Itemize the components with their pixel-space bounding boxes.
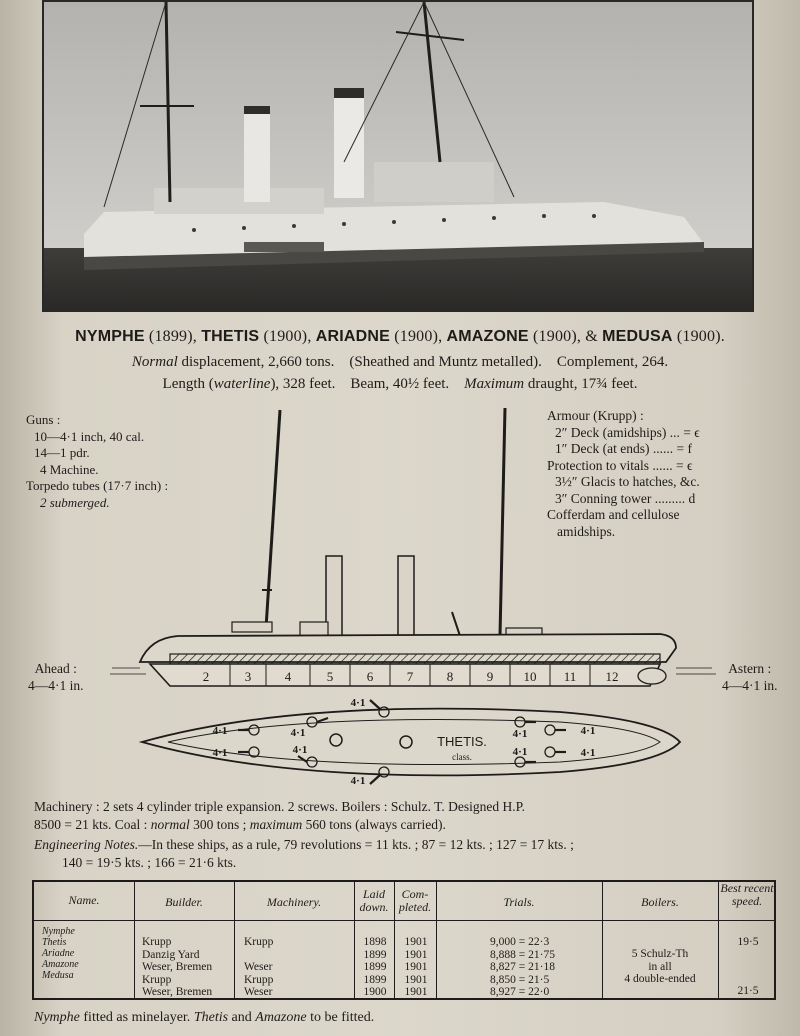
row-name-2: Thetis xyxy=(42,937,67,948)
section-12: 12 xyxy=(605,669,619,684)
title-year-4: (1900), & xyxy=(533,328,598,345)
armour-item-2: 1″ Deck (at ends) ...... = f xyxy=(555,441,692,456)
machinery-para xyxy=(34,798,790,834)
title-name-3: ARIADNE xyxy=(315,328,391,345)
ship-diagram xyxy=(0,400,800,790)
row-laid-4: 1899 xyxy=(363,973,387,986)
row-trials-3: 8,827 = 21·18 xyxy=(490,961,555,973)
plan-gun-label-8: 4·1 xyxy=(512,746,528,758)
aft-funnel xyxy=(398,556,414,638)
footer-nymphe: Nymphe xyxy=(34,1010,80,1025)
row-laid-5: 1900 xyxy=(363,986,387,998)
name-column xyxy=(42,926,132,981)
row-laid-3: 1899 xyxy=(363,961,387,973)
completed-column xyxy=(398,936,434,999)
armour-item-4: 3½″ Glacis to hatches, &c. xyxy=(555,474,700,489)
title-year-5: (1900). xyxy=(676,328,725,345)
row-completed-5: 1901 xyxy=(404,986,428,998)
plan-gun-label-6: 4·1 xyxy=(350,775,366,787)
trials-column xyxy=(490,936,600,999)
footer-and: and xyxy=(228,1010,256,1025)
row-completed-4: 1901 xyxy=(404,973,428,986)
row-name-3: Ariadne xyxy=(42,948,75,959)
ahead-value: 4—4·1 in. xyxy=(28,678,84,693)
row-completed-1: 1901 xyxy=(404,936,428,948)
row-trials-2: 8,888 = 21·75 xyxy=(490,948,555,961)
engineering-line-2: 140 = 19·5 kts. ; 166 = 21·6 kts. xyxy=(62,855,237,870)
row-machinery-3: Weser xyxy=(244,961,273,973)
main-mast xyxy=(500,408,505,636)
ahead-block xyxy=(28,660,84,694)
section-9: 9 xyxy=(486,669,494,684)
col-header-boilers: Boilers. xyxy=(641,895,679,909)
footer-note xyxy=(34,1010,374,1026)
ship-photo-image xyxy=(44,2,752,310)
armour-heading: Armour (Krupp) : xyxy=(547,408,644,423)
plan-gun-label-7: 4·1 xyxy=(512,728,528,740)
engineering-text: —In these ships, as a rule, 79 revolutions = 11 kts. ; 87 = 12 kts. ; 127 = 17 kts. ; xyxy=(138,837,574,852)
gun-item-1: 10—4·1 inch, 40 cal. xyxy=(34,428,145,444)
displacement-text: displacement, 2,660 tons. xyxy=(177,354,335,370)
plan-gun-label-1: 4·1 xyxy=(212,725,228,737)
coal-normal-value: 300 tons ; xyxy=(189,817,250,832)
length-post: ), 328 feet. xyxy=(270,376,336,392)
fore-mast xyxy=(266,410,280,628)
footer-thetis: Thetis xyxy=(193,1010,229,1025)
torpedo-heading: Torpedo tubes (17·7 inch) : xyxy=(26,478,169,493)
row-name-1: Nymphe xyxy=(42,926,75,937)
title-year-3: (1900), xyxy=(394,328,443,345)
spec-line-dimensions xyxy=(0,376,800,393)
row-machinery-1: Krupp xyxy=(244,936,274,948)
machinery-line-1: Machinery : 2 sets 4 cylinder triple expansion. 2 screws. Boilers : Schulz. T. Designed H.P. xyxy=(34,799,526,814)
plan-gun-label-3: 4·1 xyxy=(290,727,306,739)
row-machinery-2 xyxy=(244,949,352,962)
row-machinery-5: Weser xyxy=(244,986,273,998)
coal-normal: normal xyxy=(150,817,190,832)
col-header-speed: Best recent speed. xyxy=(720,881,774,908)
col-header-machinery: Machinery. xyxy=(266,895,322,909)
row-builder-3: Weser, Bremen xyxy=(142,961,213,973)
plan-name: THETIS. xyxy=(437,734,487,749)
astern-block xyxy=(722,660,778,694)
spec-line-displacement xyxy=(0,354,800,371)
boilers-line-3: 4 double-ended xyxy=(624,973,696,985)
col-header-laid: Laid down. xyxy=(359,887,389,914)
section-3: 3 xyxy=(244,669,252,684)
sheathing-text: (Sheathed and Muntz metalled). xyxy=(349,354,542,370)
title-year-1: (1899), xyxy=(148,328,197,345)
section-4: 4 xyxy=(284,669,292,684)
footer-minelayer: fitted as minelayer. xyxy=(79,1010,194,1025)
astern-label: Astern : xyxy=(728,661,772,676)
section-10: 10 xyxy=(523,669,537,684)
boilers-cell xyxy=(604,948,716,986)
waterline-label: waterline xyxy=(213,376,271,392)
beam-text: Beam, 40½ feet. xyxy=(350,376,450,392)
row-trials-4: 8,850 = 21·5 xyxy=(490,973,550,986)
row-name-5: Medusa xyxy=(42,970,74,981)
coal-maximum: maximum xyxy=(249,817,303,832)
gun-item-2: 14—1 pdr. xyxy=(34,445,90,460)
machinery-hp: 8500 = 21 kts. Coal : xyxy=(34,817,151,832)
section-6: 6 xyxy=(366,669,374,684)
engineering-notes xyxy=(34,836,790,872)
astern-value: 4—4·1 in. xyxy=(722,678,778,693)
plan-hull xyxy=(142,709,680,776)
speed-bottom: 21·5 xyxy=(737,985,759,997)
engineering-line-1 xyxy=(34,836,790,854)
boilers-line-1: 5 Schulz-Th xyxy=(631,948,689,960)
machinery-line-2 xyxy=(34,816,790,834)
title-name-1: NYMPHE xyxy=(75,328,145,345)
laid-column xyxy=(358,936,392,999)
guns-heading: Guns : xyxy=(26,412,61,427)
col-header-completed: Com-pleted. xyxy=(398,887,432,914)
cofferdam-line-2: amidships. xyxy=(557,523,616,539)
row-trials-1: 9,000 = 22·3 xyxy=(490,936,550,948)
complement-text: Complement, 264. xyxy=(556,354,669,370)
footer-to-be-fitted: to be fitted. xyxy=(306,1010,375,1025)
length-pre: Length ( xyxy=(162,376,214,392)
col-header-name: Name. xyxy=(68,893,100,907)
lower-hull xyxy=(150,664,660,686)
title-name-2: THETIS xyxy=(201,328,260,345)
builder-column xyxy=(142,936,234,999)
engineering-label: Engineering Notes. xyxy=(34,837,139,852)
row-completed-2: 1901 xyxy=(404,948,428,961)
row-trials-5: 8,927 = 22·0 xyxy=(490,986,550,998)
plan-gun-label-5: 4·1 xyxy=(350,697,366,709)
maximum-label: Maximum xyxy=(464,376,525,392)
title-year-2: (1900), xyxy=(263,328,312,345)
row-builder-5: Weser, Bremen xyxy=(142,986,213,998)
coal-maximum-value: 560 tons (always carried). xyxy=(302,817,446,832)
section-8: 8 xyxy=(446,669,454,684)
footer-amazone: Amazone xyxy=(255,1010,307,1025)
draught-text: draught, 17¾ feet. xyxy=(524,376,638,392)
machinery-column xyxy=(244,936,352,999)
plan-gun-label-10: 4·1 xyxy=(580,747,596,759)
ahead-label: Ahead : xyxy=(34,661,77,676)
plan-class: class. xyxy=(452,752,472,762)
armour-item-3: Protection to vitals ...... = ϵ xyxy=(547,457,693,473)
title-name-4: AMAZONE xyxy=(446,328,529,345)
normal-label: Normal xyxy=(131,354,178,370)
title-name-5: MEDUSA xyxy=(602,328,673,345)
col-header-trials: Trials. xyxy=(503,895,535,909)
row-machinery-4: Krupp xyxy=(244,973,274,986)
section-5: 5 xyxy=(326,669,334,684)
armour-belt xyxy=(170,654,660,664)
row-completed-3: 1901 xyxy=(404,961,428,973)
section-2: 2 xyxy=(202,669,210,684)
boilers-line-2: in all xyxy=(648,960,672,973)
cofferdam-line-1: Cofferdam and cellulose xyxy=(547,507,680,522)
plan-gun-label-2: 4·1 xyxy=(212,747,228,759)
row-name-4: Amazone xyxy=(42,959,79,970)
row-laid-1: 1898 xyxy=(363,936,387,948)
col-header-builder: Builder. xyxy=(165,895,203,909)
row-builder-2: Danzig Yard xyxy=(142,948,200,961)
builders-table xyxy=(32,880,776,1000)
row-builder-4: Krupp xyxy=(142,973,172,986)
ship-photo xyxy=(42,0,754,312)
ship-class-title xyxy=(0,328,800,346)
section-11: 11 xyxy=(563,669,577,684)
gun-item-3: 4 Machine. xyxy=(40,461,99,477)
armour-item-1: 2″ Deck (amidships) ... = ϵ xyxy=(555,424,700,440)
torpedo-item: 2 submerged. xyxy=(40,494,110,510)
row-laid-2: 1899 xyxy=(363,948,387,961)
armour-item-5: 3″ Conning tower ......... d xyxy=(555,490,696,506)
plan-gun-label-4: 4·1 xyxy=(292,744,308,756)
row-builder-1: Krupp xyxy=(142,936,172,948)
speed-top: 19·5 xyxy=(737,936,759,948)
plan-gun-label-9: 4·1 xyxy=(580,725,596,737)
section-7: 7 xyxy=(406,669,414,684)
